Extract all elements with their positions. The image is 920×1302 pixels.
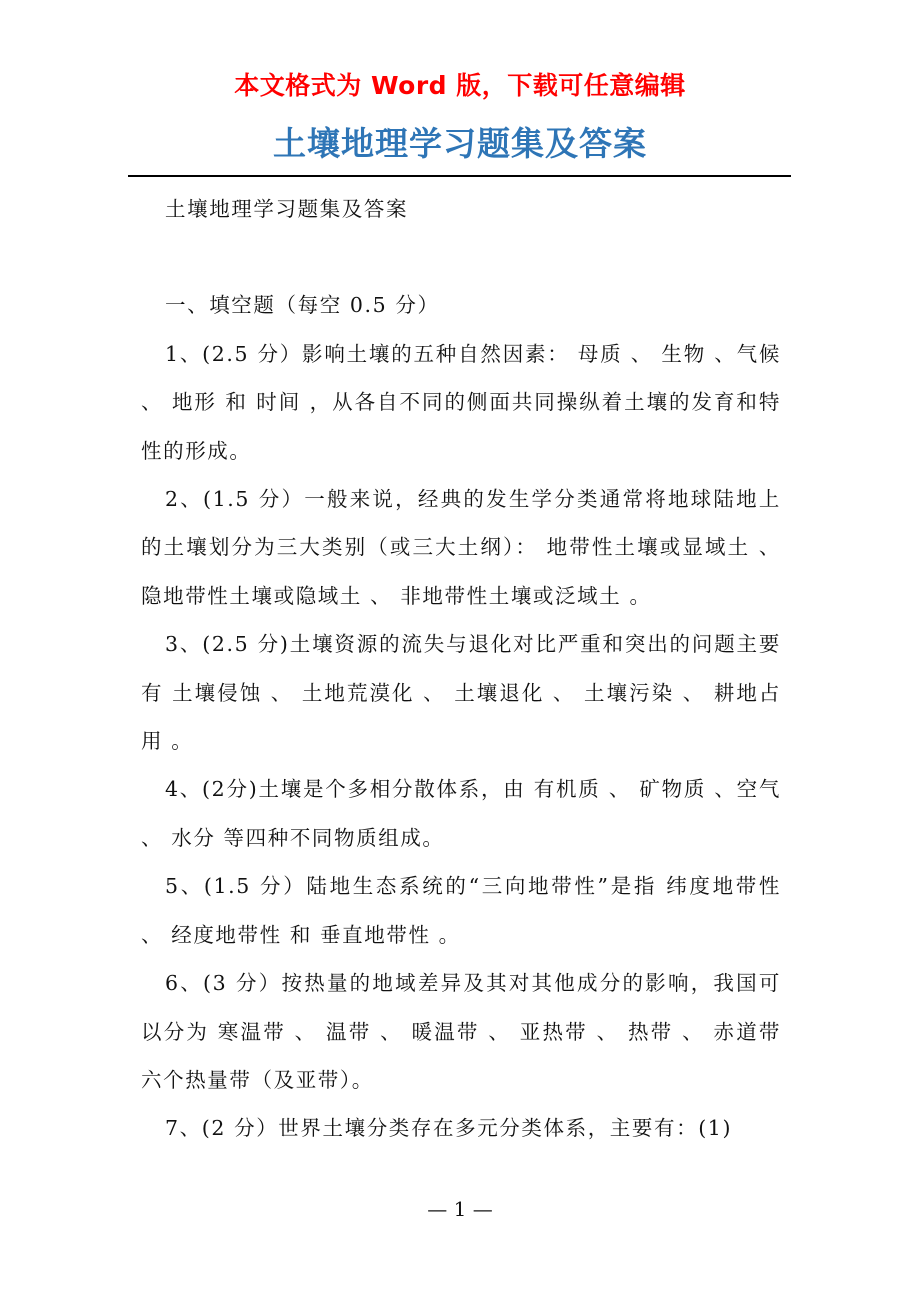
question-4: 4、(2分)土壤是个多相分散体系，由 有机质 、 矿物质 、空气 、 水分 等四种不同物质组成。: [141, 777, 781, 850]
document-body: [141, 185, 781, 1153]
question-5: 5、(1.5 分）陆地生态系统的“三向地带性”是指 纬度地带性 、 经度地带性 和 垂直地带性 。: [141, 874, 781, 947]
header-rule-divider: [128, 175, 791, 177]
question-6: 6、(3 分）按热量的地域差异及其对其他成分的影响，我国可以分为 寒温带 、 温带 、 暖温带 、 亚热带 、 热带 、 赤道带 六个热量带（及亚带）。: [141, 971, 781, 1092]
document-subtitle: 土壤地理学习题集及答案: [165, 197, 409, 221]
question-7: 7、(2 分）世界土壤分类存在多元分类体系，主要有：(1): [165, 1116, 733, 1141]
question-1: 1、(2.5 分）影响土壤的五种自然因素： 母质 、 生物 、气候 、 地形 和 时间 ，从各自不同的侧面共同操纵着土壤的发育和特性的形成。: [141, 341, 781, 463]
section-heading-fill-in-blank: 一、填空题（每空 0.5 分）: [165, 293, 440, 318]
document-title: 土壤地理学习题集及答案: [273, 124, 647, 163]
page-number: — 1 —: [427, 1197, 493, 1221]
word-format-banner: 本文格式为 Word 版，下载可任意编辑: [234, 71, 686, 100]
question-3: 3、(2.5 分)土壤资源的流失与退化对比严重和突出的问题主要有 土壤侵蚀 、 土地荒漠化 、 土壤退化 、 土壤污染 、 耕地占用 。: [141, 632, 781, 754]
question-2: 2、(1.5 分）一般来说，经典的发生学分类通常将地球陆地上的土壤划分为三大类别（或三大土纲）： 地带性土壤或显域土 、 隐地带性土壤或隐域土 、 非地带性土壤或泛域土 。: [141, 487, 781, 608]
